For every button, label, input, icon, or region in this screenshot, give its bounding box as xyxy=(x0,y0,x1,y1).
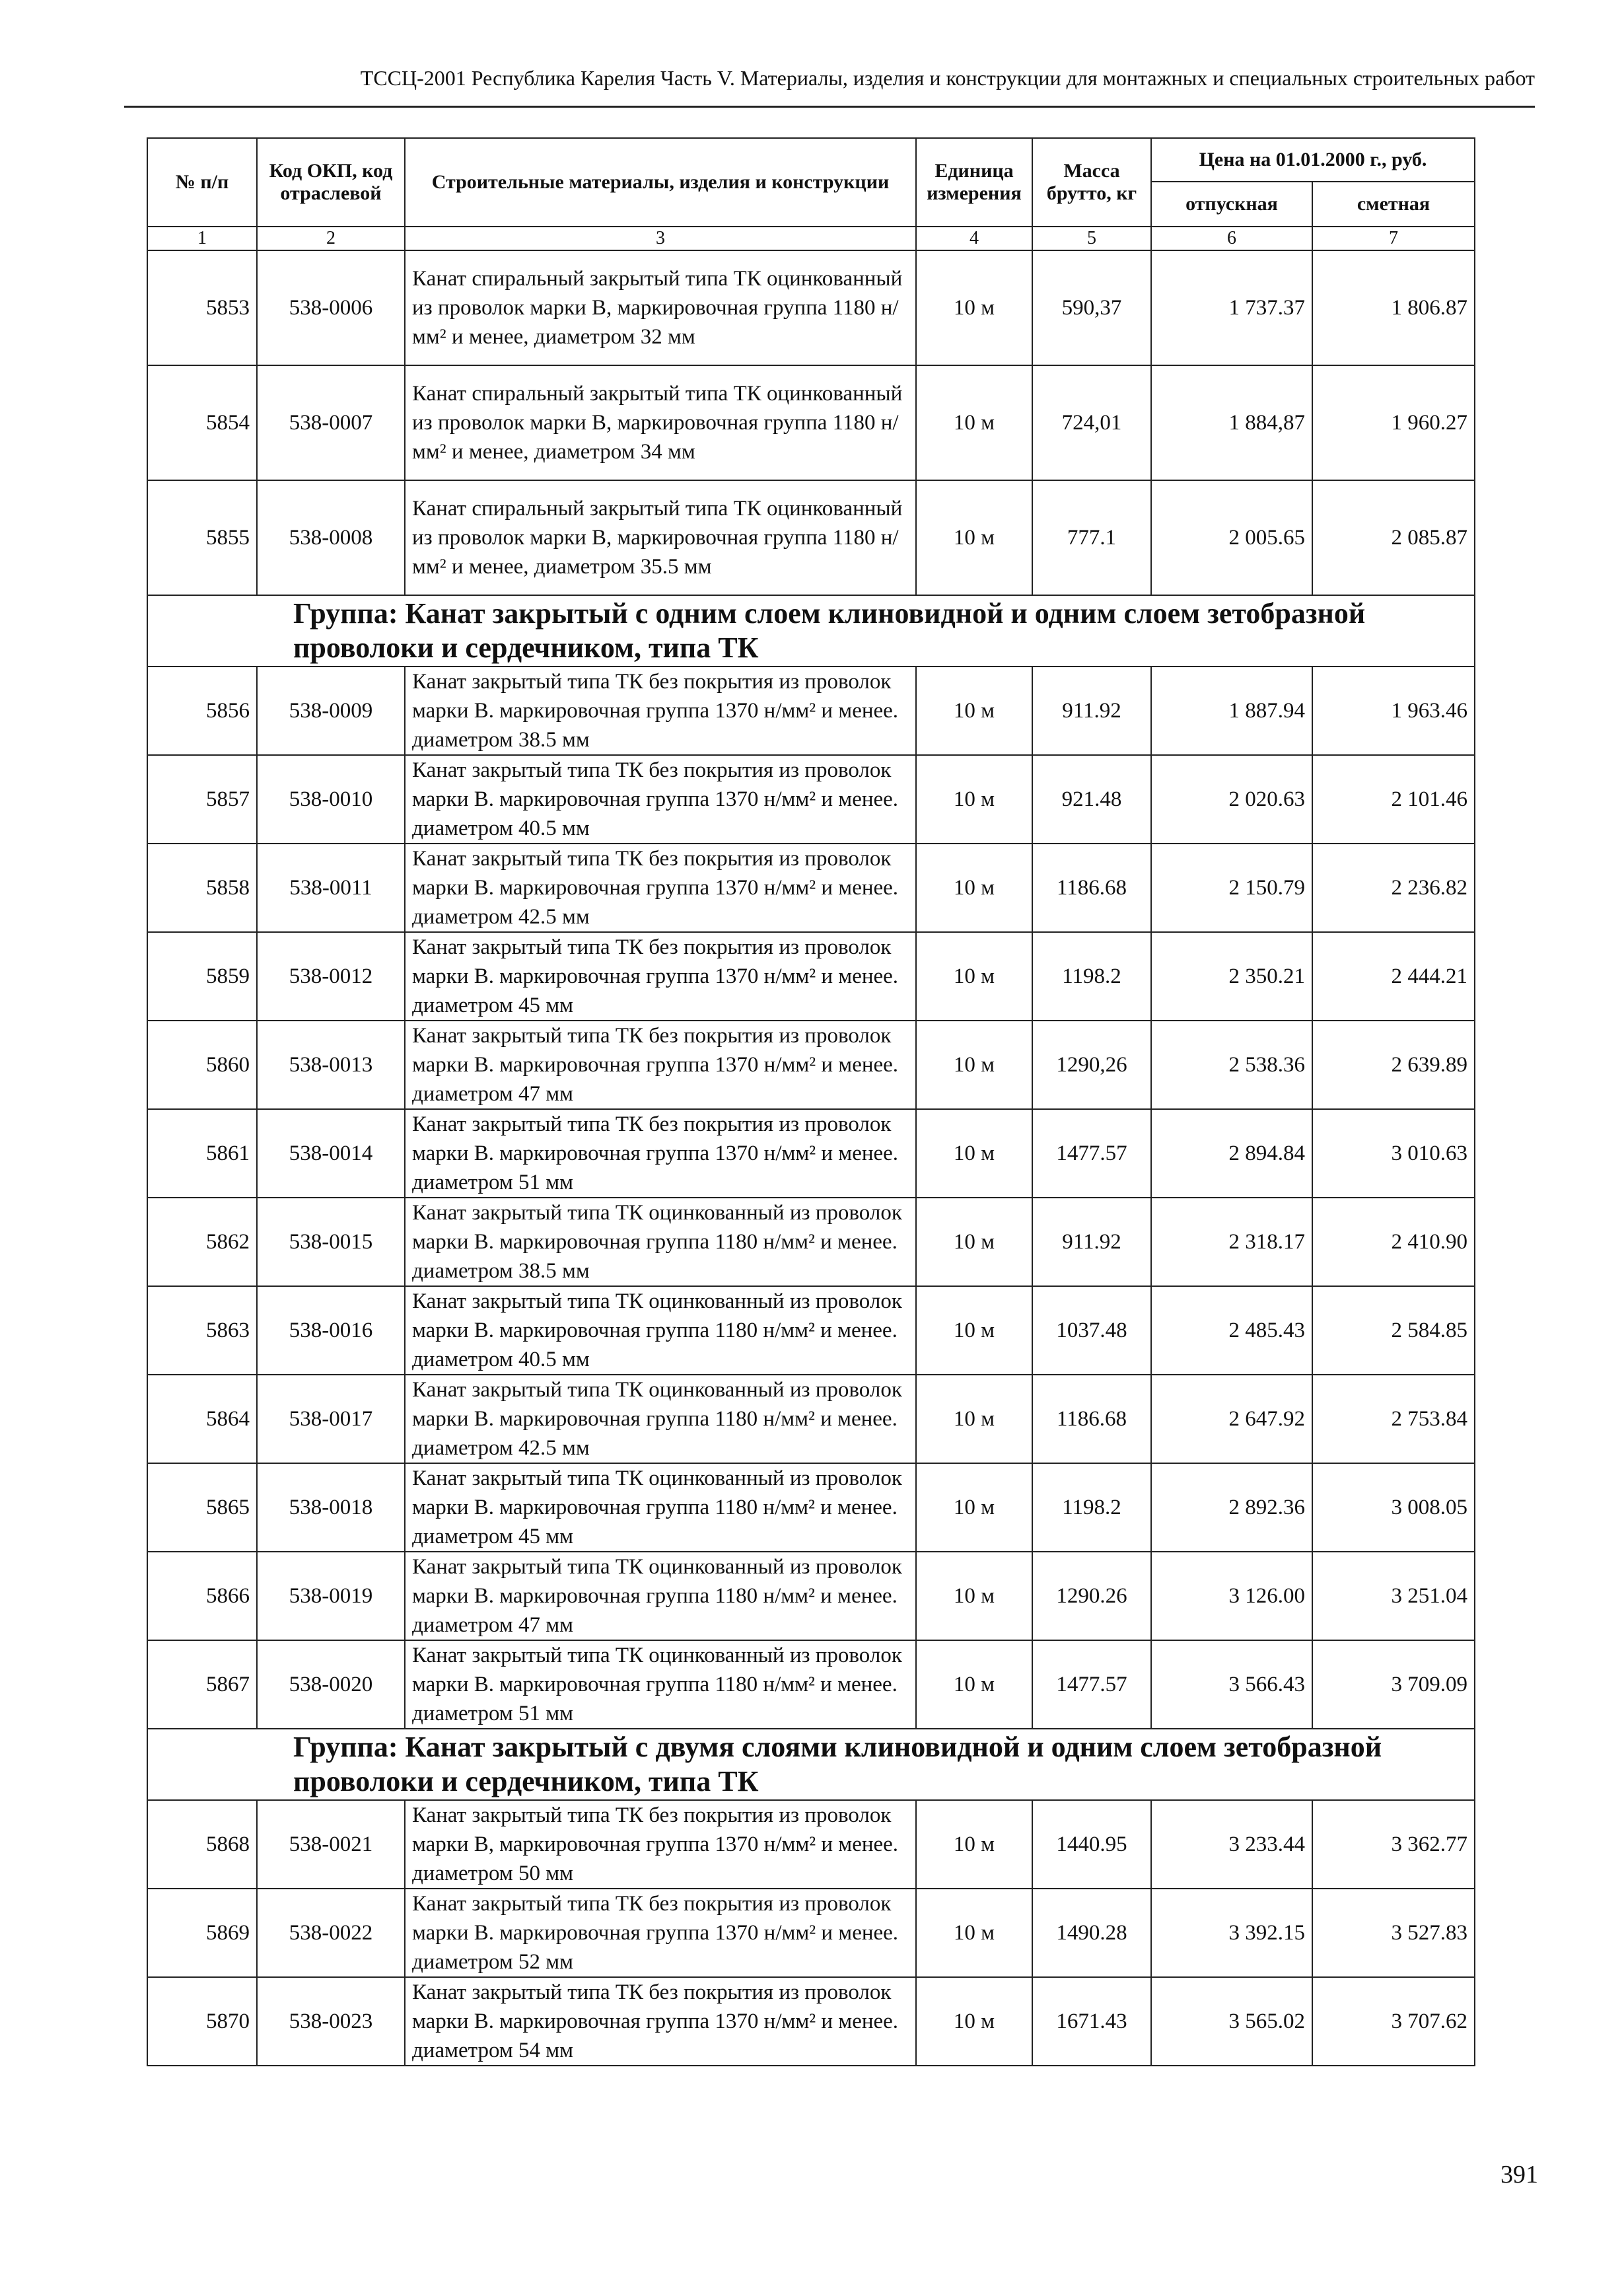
column-number: 3 xyxy=(405,227,916,250)
material-description: Канат спиральный закрытый типа ТК оцинкованный из проволок марки В, маркировочная группа 1180 н/мм² и менее, диаметром 32 мм xyxy=(405,250,916,365)
okp-code: 538-0011 xyxy=(257,844,405,932)
material-description: Канат закрытый типа ТК без покрытия из проволок марки В. маркировочная группа 1370 н/мм² и менее. диаметром 47 мм xyxy=(405,1021,916,1109)
okp-code: 538-0013 xyxy=(257,1021,405,1109)
estimate-price: 2 584.85 xyxy=(1312,1286,1475,1375)
unit-of-measure: 10 м xyxy=(916,1463,1032,1552)
table-row xyxy=(147,480,1475,595)
column-number: 7 xyxy=(1312,227,1475,250)
material-description: Канат закрытый типа ТК без покрытия из проволок марки В, маркировочная группа 1370 н/мм² и менее. диаметром 50 мм xyxy=(405,1800,916,1889)
estimate-price: 2 753.84 xyxy=(1312,1375,1475,1463)
group-heading: Группа: Канат закрытый с двумя слоями клиновидной и одним слоем зетобразной проволоки и сердечником, типа ТК xyxy=(147,1729,1475,1800)
table-row xyxy=(147,932,1475,1021)
estimate-price: 3 010.63 xyxy=(1312,1109,1475,1198)
okp-code: 538-0020 xyxy=(257,1640,405,1729)
gross-mass: 1477.57 xyxy=(1032,1109,1151,1198)
row-number: 5857 xyxy=(147,755,257,844)
col-header-mass: Масса брутто, кг xyxy=(1032,138,1151,227)
estimate-price: 3 527.83 xyxy=(1312,1889,1475,1977)
okp-code: 538-0007 xyxy=(257,365,405,480)
estimate-price: 2 236.82 xyxy=(1312,844,1475,932)
gross-mass: 1186.68 xyxy=(1032,1375,1151,1463)
unit-of-measure: 10 м xyxy=(916,1021,1032,1109)
estimate-price: 1 963.46 xyxy=(1312,667,1475,755)
estimate-price: 2 639.89 xyxy=(1312,1021,1475,1109)
row-number: 5856 xyxy=(147,667,257,755)
release-price: 2 647.92 xyxy=(1151,1375,1312,1463)
material-description: Канат закрытый типа ТК без покрытия из проволок марки В. маркировочная группа 1370 н/мм² и менее. диаметром 52 мм xyxy=(405,1889,916,1977)
unit-of-measure: 10 м xyxy=(916,1198,1032,1286)
table-row xyxy=(147,1463,1475,1552)
gross-mass: 1440.95 xyxy=(1032,1800,1151,1889)
unit-of-measure: 10 м xyxy=(916,1977,1032,2066)
release-price: 3 233.44 xyxy=(1151,1800,1312,1889)
col-header-price-group: Цена на 01.01.2000 г., руб. xyxy=(1151,138,1475,182)
release-price: 1 884,87 xyxy=(1151,365,1312,480)
okp-code: 538-0016 xyxy=(257,1286,405,1375)
table-row xyxy=(147,1198,1475,1286)
gross-mass: 724,01 xyxy=(1032,365,1151,480)
estimate-price: 1 960.27 xyxy=(1312,365,1475,480)
table-row xyxy=(147,1977,1475,2066)
okp-code: 538-0010 xyxy=(257,755,405,844)
release-price: 2 894.84 xyxy=(1151,1109,1312,1198)
release-price: 2 150.79 xyxy=(1151,844,1312,932)
okp-code: 538-0008 xyxy=(257,480,405,595)
col-header-num: № п/п xyxy=(147,138,257,227)
estimate-price: 1 806.87 xyxy=(1312,250,1475,365)
unit-of-measure: 10 м xyxy=(916,365,1032,480)
gross-mass: 1490.28 xyxy=(1032,1889,1151,1977)
material-description: Канат закрытый типа ТК без покрытия из проволок марки В. маркировочная группа 1370 н/мм² и менее. диаметром 38.5 мм xyxy=(405,667,916,755)
release-price: 3 566.43 xyxy=(1151,1640,1312,1729)
release-price: 2 020.63 xyxy=(1151,755,1312,844)
unit-of-measure: 10 м xyxy=(916,1552,1032,1640)
row-number: 5863 xyxy=(147,1286,257,1375)
gross-mass: 1671.43 xyxy=(1032,1977,1151,2066)
row-number: 5859 xyxy=(147,932,257,1021)
column-number: 1 xyxy=(147,227,257,250)
table-row xyxy=(147,1552,1475,1640)
unit-of-measure: 10 м xyxy=(916,1640,1032,1729)
okp-code: 538-0006 xyxy=(257,250,405,365)
estimate-price: 2 085.87 xyxy=(1312,480,1475,595)
estimate-price: 2 410.90 xyxy=(1312,1198,1475,1286)
material-description: Канат закрытый типа ТК без покрытия из проволок марки В. маркировочная группа 1370 н/мм² и менее. диаметром 42.5 мм xyxy=(405,844,916,932)
table-row xyxy=(147,1021,1475,1109)
page-number: 391 xyxy=(1500,2161,1538,2189)
material-description: Канат закрытый типа ТК без покрытия из проволок марки В. маркировочная группа 1370 н/мм² и менее. диаметром 51 мм xyxy=(405,1109,916,1198)
material-description: Канат закрытый типа ТК без покрытия из проволок марки В. маркировочная группа 1370 н/мм² и менее. диаметром 40.5 мм xyxy=(405,755,916,844)
estimate-price: 3 709.09 xyxy=(1312,1640,1475,1729)
table-row xyxy=(147,1109,1475,1198)
release-price: 2 892.36 xyxy=(1151,1463,1312,1552)
row-number: 5867 xyxy=(147,1640,257,1729)
release-price: 3 392.15 xyxy=(1151,1889,1312,1977)
unit-of-measure: 10 м xyxy=(916,1800,1032,1889)
okp-code: 538-0012 xyxy=(257,932,405,1021)
release-price: 3 565.02 xyxy=(1151,1977,1312,2066)
unit-of-measure: 10 м xyxy=(916,932,1032,1021)
table-row xyxy=(147,1889,1475,1977)
column-number: 5 xyxy=(1032,227,1151,250)
rows-section-b xyxy=(147,667,1475,1729)
row-number: 5870 xyxy=(147,1977,257,2066)
unit-of-measure: 10 м xyxy=(916,844,1032,932)
row-number: 5854 xyxy=(147,365,257,480)
price-table xyxy=(147,137,1475,2066)
gross-mass: 1037.48 xyxy=(1032,1286,1151,1375)
material-description: Канат спиральный закрытый типа ТК оцинкованный из проволок марки В, маркировочная группа 1180 н/мм² и менее, диаметром 35.5 мм xyxy=(405,480,916,595)
estimate-price: 3 362.77 xyxy=(1312,1800,1475,1889)
okp-code: 538-0014 xyxy=(257,1109,405,1198)
table-row xyxy=(147,844,1475,932)
okp-code: 538-0009 xyxy=(257,667,405,755)
gross-mass: 911.92 xyxy=(1032,1198,1151,1286)
gross-mass: 1477.57 xyxy=(1032,1640,1151,1729)
table-row xyxy=(147,1640,1475,1729)
unit-of-measure: 10 м xyxy=(916,667,1032,755)
table-row xyxy=(147,1286,1475,1375)
gross-mass: 1290.26 xyxy=(1032,1552,1151,1640)
col-header-price-estimate: сметная xyxy=(1312,182,1475,227)
release-price: 2 318.17 xyxy=(1151,1198,1312,1286)
table-row xyxy=(147,1800,1475,1889)
estimate-price: 2 444.21 xyxy=(1312,932,1475,1021)
gross-mass: 921.48 xyxy=(1032,755,1151,844)
estimate-price: 3 008.05 xyxy=(1312,1463,1475,1552)
table-row xyxy=(147,755,1475,844)
group-section-2 xyxy=(147,1729,1475,1800)
unit-of-measure: 10 м xyxy=(916,1286,1032,1375)
row-number: 5866 xyxy=(147,1552,257,1640)
material-description: Канат закрытый типа ТК оцинкованный из проволок марки В. маркировочная группа 1180 н/мм² и менее. диаметром 40.5 мм xyxy=(405,1286,916,1375)
okp-code: 538-0022 xyxy=(257,1889,405,1977)
release-price: 1 887.94 xyxy=(1151,667,1312,755)
unit-of-measure: 10 м xyxy=(916,755,1032,844)
row-number: 5861 xyxy=(147,1109,257,1198)
row-number: 5858 xyxy=(147,844,257,932)
table-row xyxy=(147,365,1475,480)
row-number: 5853 xyxy=(147,250,257,365)
row-number: 5868 xyxy=(147,1800,257,1889)
col-header-code: Код ОКП, код отраслевой xyxy=(257,138,405,227)
row-number: 5860 xyxy=(147,1021,257,1109)
gross-mass: 1198.2 xyxy=(1032,932,1151,1021)
col-header-name: Строительные материалы, изделия и конструкции xyxy=(405,138,916,227)
column-numbers-row xyxy=(147,227,1475,250)
material-description: Канат закрытый типа ТК оцинкованный из проволок марки В. маркировочная группа 1180 н/мм² и менее. диаметром 38.5 мм xyxy=(405,1198,916,1286)
okp-code: 538-0018 xyxy=(257,1463,405,1552)
rows-section-c xyxy=(147,1800,1475,2066)
estimate-price: 3 707.62 xyxy=(1312,1977,1475,2066)
gross-mass: 590,37 xyxy=(1032,250,1151,365)
okp-code: 538-0021 xyxy=(257,1800,405,1889)
column-number: 4 xyxy=(916,227,1032,250)
okp-code: 538-0017 xyxy=(257,1375,405,1463)
col-header-price-release: отпускная xyxy=(1151,182,1312,227)
release-price: 2 350.21 xyxy=(1151,932,1312,1021)
row-number: 5864 xyxy=(147,1375,257,1463)
release-price: 3 126.00 xyxy=(1151,1552,1312,1640)
okp-code: 538-0015 xyxy=(257,1198,405,1286)
gross-mass: 777.1 xyxy=(1032,480,1151,595)
material-description: Канат закрытый типа ТК оцинкованный из проволок марки В. маркировочная группа 1180 н/мм² и менее. диаметром 51 мм xyxy=(405,1640,916,1729)
okp-code: 538-0019 xyxy=(257,1552,405,1640)
page-header: ТССЦ-2001 Республика Карелия Часть V. Материалы, изделия и конструкции для монтажных и специальных строительных работ xyxy=(360,66,1535,90)
material-description: Канат закрытый типа ТК оцинкованный из проволок марки В. маркировочная группа 1180 н/мм² и менее. диаметром 45 мм xyxy=(405,1463,916,1552)
gross-mass: 1198.2 xyxy=(1032,1463,1151,1552)
material-description: Канат закрытый типа ТК без покрытия из проволок марки В. маркировочная группа 1370 н/мм² и менее. диаметром 45 мм xyxy=(405,932,916,1021)
col-header-unit: Единица измерения xyxy=(916,138,1032,227)
okp-code: 538-0023 xyxy=(257,1977,405,2066)
material-description: Канат закрытый типа ТК без покрытия из проволок марки В. маркировочная группа 1370 н/мм² и менее. диаметром 54 мм xyxy=(405,1977,916,2066)
table-row xyxy=(147,1375,1475,1463)
unit-of-measure: 10 м xyxy=(916,1109,1032,1198)
row-number: 5865 xyxy=(147,1463,257,1552)
estimate-price: 2 101.46 xyxy=(1312,755,1475,844)
header-rule xyxy=(124,106,1535,108)
material-description: Канат закрытый типа ТК оцинкованный из проволок марки В. маркировочная группа 1180 н/мм² и менее. диаметром 42.5 мм xyxy=(405,1375,916,1463)
release-price: 2 485.43 xyxy=(1151,1286,1312,1375)
gross-mass: 1290,26 xyxy=(1032,1021,1151,1109)
release-price: 2 005.65 xyxy=(1151,480,1312,595)
unit-of-measure: 10 м xyxy=(916,480,1032,595)
group-section-1 xyxy=(147,595,1475,667)
row-number: 5855 xyxy=(147,480,257,595)
unit-of-measure: 10 м xyxy=(916,250,1032,365)
column-number: 2 xyxy=(257,227,405,250)
rows-section-a xyxy=(147,250,1475,595)
gross-mass: 1186.68 xyxy=(1032,844,1151,932)
row-number: 5862 xyxy=(147,1198,257,1286)
unit-of-measure: 10 м xyxy=(916,1889,1032,1977)
material-description: Канат закрытый типа ТК оцинкованный из проволок марки В. маркировочная группа 1180 н/мм² и менее. диаметром 47 мм xyxy=(405,1552,916,1640)
column-number: 6 xyxy=(1151,227,1312,250)
release-price: 2 538.36 xyxy=(1151,1021,1312,1109)
group-heading: Группа: Канат закрытый с одним слоем клиновидной и одним слоем зетобразной проволоки и сердечником, типа ТК xyxy=(147,595,1475,667)
material-description: Канат спиральный закрытый типа ТК оцинкованный из проволок марки В, маркировочная группа 1180 н/мм² и менее, диаметром 34 мм xyxy=(405,365,916,480)
gross-mass: 911.92 xyxy=(1032,667,1151,755)
estimate-price: 3 251.04 xyxy=(1312,1552,1475,1640)
row-number: 5869 xyxy=(147,1889,257,1977)
table-row xyxy=(147,667,1475,755)
table-row xyxy=(147,250,1475,365)
unit-of-measure: 10 м xyxy=(916,1375,1032,1463)
release-price: 1 737.37 xyxy=(1151,250,1312,365)
